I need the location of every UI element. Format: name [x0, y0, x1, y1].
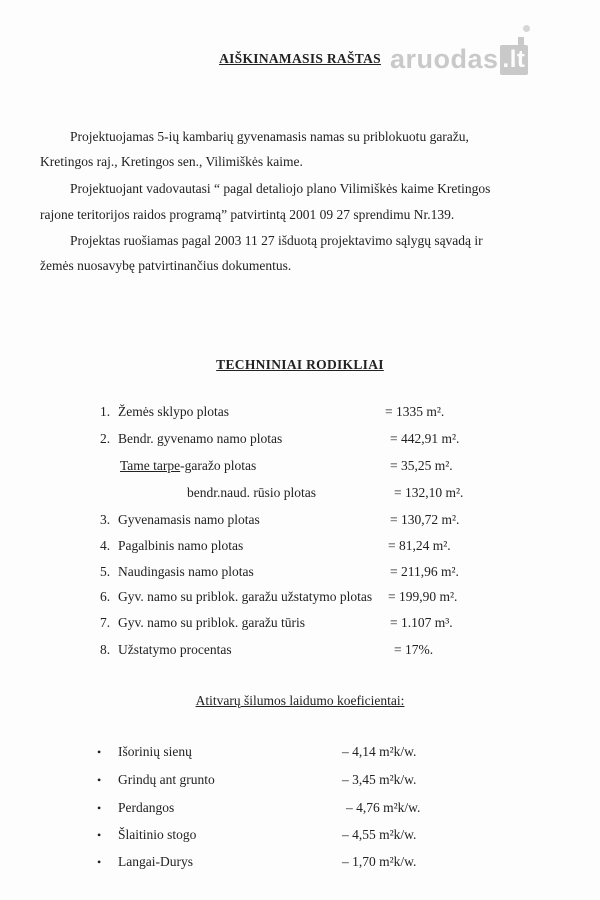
row-label: Naudingasis namo plotas — [118, 564, 254, 579]
row-label: bendr.naud. rūsio plotas — [187, 485, 316, 500]
row-value: = 1335 m². — [385, 404, 445, 419]
row-value: = 35,25 m². — [390, 458, 453, 473]
bullet-icon: • — [97, 745, 102, 759]
row-label: Gyvenamasis namo plotas — [118, 512, 260, 527]
row-value: = 211,96 m². — [390, 564, 459, 579]
row-value: = 81,24 m². — [388, 538, 451, 553]
coef-value: – 3,45 m²k/w. — [342, 772, 417, 787]
row-label: Gyv. namo su priblok. garažu užstatymo plotas — [118, 589, 373, 604]
row-label — [120, 457, 256, 475]
technical-indicators-heading: TECHNINIAI RODIKLIAI — [216, 357, 384, 372]
coef-label: Išorinių sienų — [118, 744, 192, 759]
watermark-text: aruodas — [390, 44, 499, 74]
coef-value: – 4,55 m²k/w. — [342, 827, 417, 842]
row-number: 6. — [100, 589, 111, 604]
coef-value: – 4,76 m²k/w. — [346, 800, 421, 815]
row-number: 5. — [100, 564, 111, 579]
bullet-icon: • — [97, 801, 102, 815]
row-number: 8. — [100, 642, 111, 657]
row-number: 7. — [100, 615, 111, 630]
document-title: AIŠKINAMASIS RAŠTAS — [219, 51, 381, 66]
row-label: Pagalbinis namo plotas — [118, 538, 244, 553]
chimney-icon — [518, 37, 524, 46]
row-label-rest: -garažo plotas — [180, 458, 257, 473]
row-value: = 132,10 m². — [394, 485, 464, 500]
row-label: Bendr. gyvenamo namo plotas — [118, 431, 283, 446]
smoke-icon — [523, 25, 530, 32]
intro-paragraph-2-line-1: Projektuojant vadovautasi “ pagal detaliojo plano Vilimiškės kaime Kretingos — [70, 181, 491, 196]
row-value: = 130,72 m². — [390, 512, 460, 527]
coef-value: – 4,14 m²k/w. — [342, 744, 417, 759]
coef-label: Langai-Durys — [118, 854, 193, 869]
coefficients-heading: Atitvarų šilumos laidumo koeficientai: — [195, 693, 405, 708]
intro-paragraph-3-line-2: žemės nuosavybę patvirtinančius dokumentus. — [40, 258, 292, 273]
row-value: = 442,91 m². — [390, 431, 460, 446]
row-value: = 199,90 m². — [388, 589, 458, 604]
coef-label: Šlaitinio stogo — [118, 827, 197, 842]
intro-paragraph-1-line-1: Projektuojamas 5-ių kambarių gyvenamasis namas su priblokuotu garažu, — [70, 129, 469, 144]
row-number: 4. — [100, 538, 111, 553]
bullet-icon: • — [97, 773, 102, 787]
row-label: Užstatymo procentas — [118, 642, 232, 657]
row-label: Žemės sklypo plotas — [118, 404, 229, 419]
bullet-icon: • — [97, 855, 102, 869]
row-label: Gyv. namo su priblok. garažu tūris — [118, 615, 305, 630]
row-label-underlined: Tame tarpe — [120, 458, 181, 473]
row-value: = 1.107 m³. — [390, 615, 453, 630]
intro-paragraph-2-line-2: rajone teritorijos raidos programą” patvirtintą 2001 09 27 sprendimu Nr.139. — [40, 207, 455, 222]
row-number: 1. — [100, 404, 111, 419]
row-number: 2. — [100, 431, 111, 446]
row-number: 3. — [100, 512, 111, 527]
watermark-suffix: .lt — [502, 45, 526, 73]
row-value: = 17%. — [394, 642, 434, 657]
bullet-icon: • — [97, 828, 102, 842]
coef-label: Perdangos — [118, 800, 175, 815]
intro-paragraph-1-line-2: Kretingos raj., Kretingos sen., Vilimiškės kaime. — [40, 154, 303, 169]
coef-label: Grindų ant grunto — [118, 772, 215, 787]
intro-paragraph-3-line-1: Projektas ruošiamas pagal 2003 11 27 išduotą projektavimo sąlygų sąvadą ir — [70, 233, 483, 248]
coef-value: – 1,70 m²k/w. — [342, 854, 417, 869]
